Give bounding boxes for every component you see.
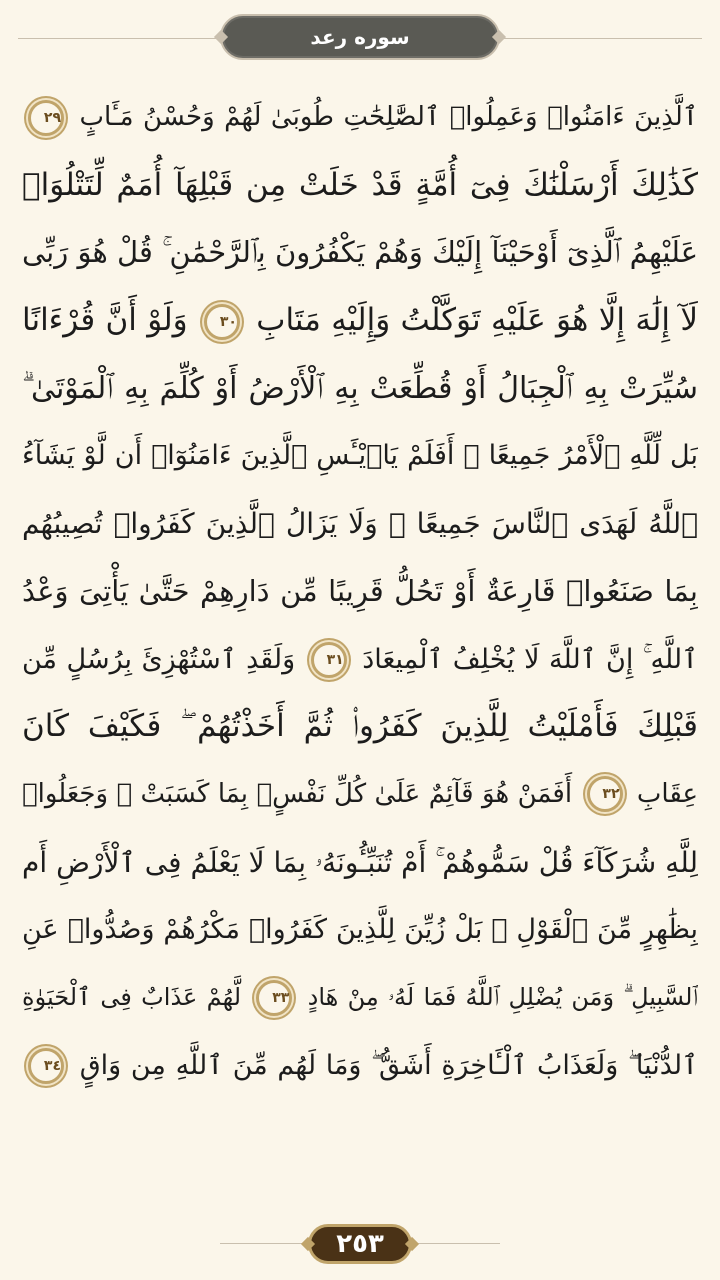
page-number: ٢٥٣: [336, 1229, 384, 1259]
verse-line: [22, 558, 698, 626]
surah-title: سوره رعد: [310, 25, 410, 49]
verse-line: [22, 152, 698, 220]
ayah-number-marker: ٣٢: [587, 776, 623, 812]
verse-line: [22, 219, 698, 287]
verse-text: ٱلَّذِينَ ءَامَنُوا۟ وَعَمِلُوا۟ ٱلصَّٰلِحَٰتِ طُوبَىٰ لَهُمْ وَحُسْنُ مَـَٔابٍ: [79, 102, 698, 132]
verse-text: وَلَوْ أَنَّ قُرْءَانًا: [22, 302, 188, 339]
verse-text: سُيِّرَتْ بِهِ ٱلْجِبَالُ أَوْ قُطِّعَتْ بِهِ ٱلْأَرْضُ أَوْ كُلِّمَ بِهِ ٱلْمَوْتَىٰ ۗ: [22, 370, 698, 406]
verse-text: كَذَٰلِكَ أَرْسَلْنَٰكَ فِىٓ أُمَّةٍ قَدْ خَلَتْ مِن قَبْلِهَآ أُمَمٌ لِّتَتْلُوَا۟: [22, 166, 698, 203]
verse-text: عِقَابِ: [636, 778, 698, 809]
verse-text: ٱللَّهُ لَهَدَى ٱلنَّاسَ جَمِيعًا ۗ وَلَا يَزَالُ ٱلَّذِينَ كَفَرُوا۟ تُصِيبُهُم: [22, 507, 698, 541]
ayah-number-marker: ٣٣: [256, 980, 292, 1016]
verse-line: [22, 761, 698, 829]
verse-line: [22, 896, 698, 964]
verse-line: [22, 626, 698, 694]
verse-text: بِظَٰهِرٍ مِّنَ ٱلْقَوْلِ ۗ بَلْ زُيِّنَ لِلَّذِينَ كَفَرُوا۟ مَكْرُهُمْ وَصُدُّوا۟ عَنِ: [22, 914, 698, 946]
verse-text: ٱللَّهِ ۚ إِنَّ ٱللَّهَ لَا يُخْلِفُ ٱلْمِيعَادَ: [362, 643, 698, 675]
ayah-number-marker: ٣١: [311, 642, 347, 678]
verse-line: [22, 422, 698, 490]
verse-text: لَآ إِلَٰهَ إِلَّا هُوَ عَلَيْهِ تَوَكَّلْتُ وَإِلَيْهِ مَتَابِ: [256, 302, 698, 339]
verse-line: [22, 1032, 698, 1100]
verse-text: ٱلسَّبِيلِ ۗ وَمَن يُضْلِلِ ٱللَّهُ فَمَا لَهُۥ مِنْ هَادٍ: [307, 982, 698, 1011]
ayah-number-marker: ٣٤: [28, 1048, 64, 1084]
verse-line: [22, 829, 698, 897]
verse-line: [22, 287, 698, 355]
verse-text: لَّهُمْ عَذَابٌ فِى ٱلْحَيَوٰةِ: [22, 982, 242, 1011]
ayah-number-marker: ٢٩: [28, 100, 64, 136]
verse-text: ٱلدُّنْيَا ۖ وَلَعَذَابُ ٱلْـَٔاخِرَةِ أَشَقُّ ۖ وَمَا لَهُم مِّنَ ٱللَّهِ مِن وَاقٍ: [79, 1049, 698, 1081]
surah-header: [220, 14, 500, 60]
page-number-badge: [308, 1224, 412, 1264]
quran-text-block: [22, 84, 698, 1099]
verse-text: بَل لِّلَّهِ ٱلْأَمْرُ جَمِيعًا ۗ أَفَلَمْ يَا۟يْـَٔسِ ٱلَّذِينَ ءَامَنُوٓا۟ أَن لَّوْ يَشَآءُ: [22, 440, 698, 472]
ayah-number-marker: ٣٠: [204, 304, 240, 340]
verse-line: [22, 84, 698, 152]
verse-line: [22, 693, 698, 761]
verse-text: قَبْلِكَ فَأَمْلَيْتُ لِلَّذِينَ كَفَرُوا۟ ثُمَّ أَخَذْتُهُمْ ۖ فَكَيْفَ كَانَ: [22, 708, 698, 745]
verse-text: لِلَّهِ شُرَكَآءَ قُلْ سَمُّوهُمْ ۚ أَمْ تُنَبِّـُٔونَهُۥ بِمَا لَا يَعْلَمُ فِى ٱلْأَرْضِ أَم: [22, 845, 698, 879]
verse-text: بِمَا صَنَعُوا۟ قَارِعَةٌ أَوْ تَحُلُّ قَرِيبًا مِّن دَارِهِمْ حَتَّىٰ يَأْتِىَ وَعْدُ: [22, 573, 698, 608]
verse-line: [22, 490, 698, 558]
verse-text: وَلَقَدِ ٱسْتُهْزِئَ بِرُسُلٍ مِّن: [22, 643, 296, 675]
verse-line: [22, 355, 698, 423]
verse-line: [22, 964, 698, 1032]
verse-text: عَلَيْهِمُ ٱلَّذِىٓ أَوْحَيْنَآ إِلَيْكَ وَهُمْ يَكْفُرُونَ بِٱلرَّحْمَٰنِ ۚ قُلْ هُوَ رَبِّى: [22, 235, 698, 270]
verse-text: أَفَمَنْ هُوَ قَآئِمٌ عَلَىٰ كُلِّ نَفْسٍۭ بِمَا كَسَبَتْ ۗ وَجَعَلُوا۟: [22, 778, 573, 809]
